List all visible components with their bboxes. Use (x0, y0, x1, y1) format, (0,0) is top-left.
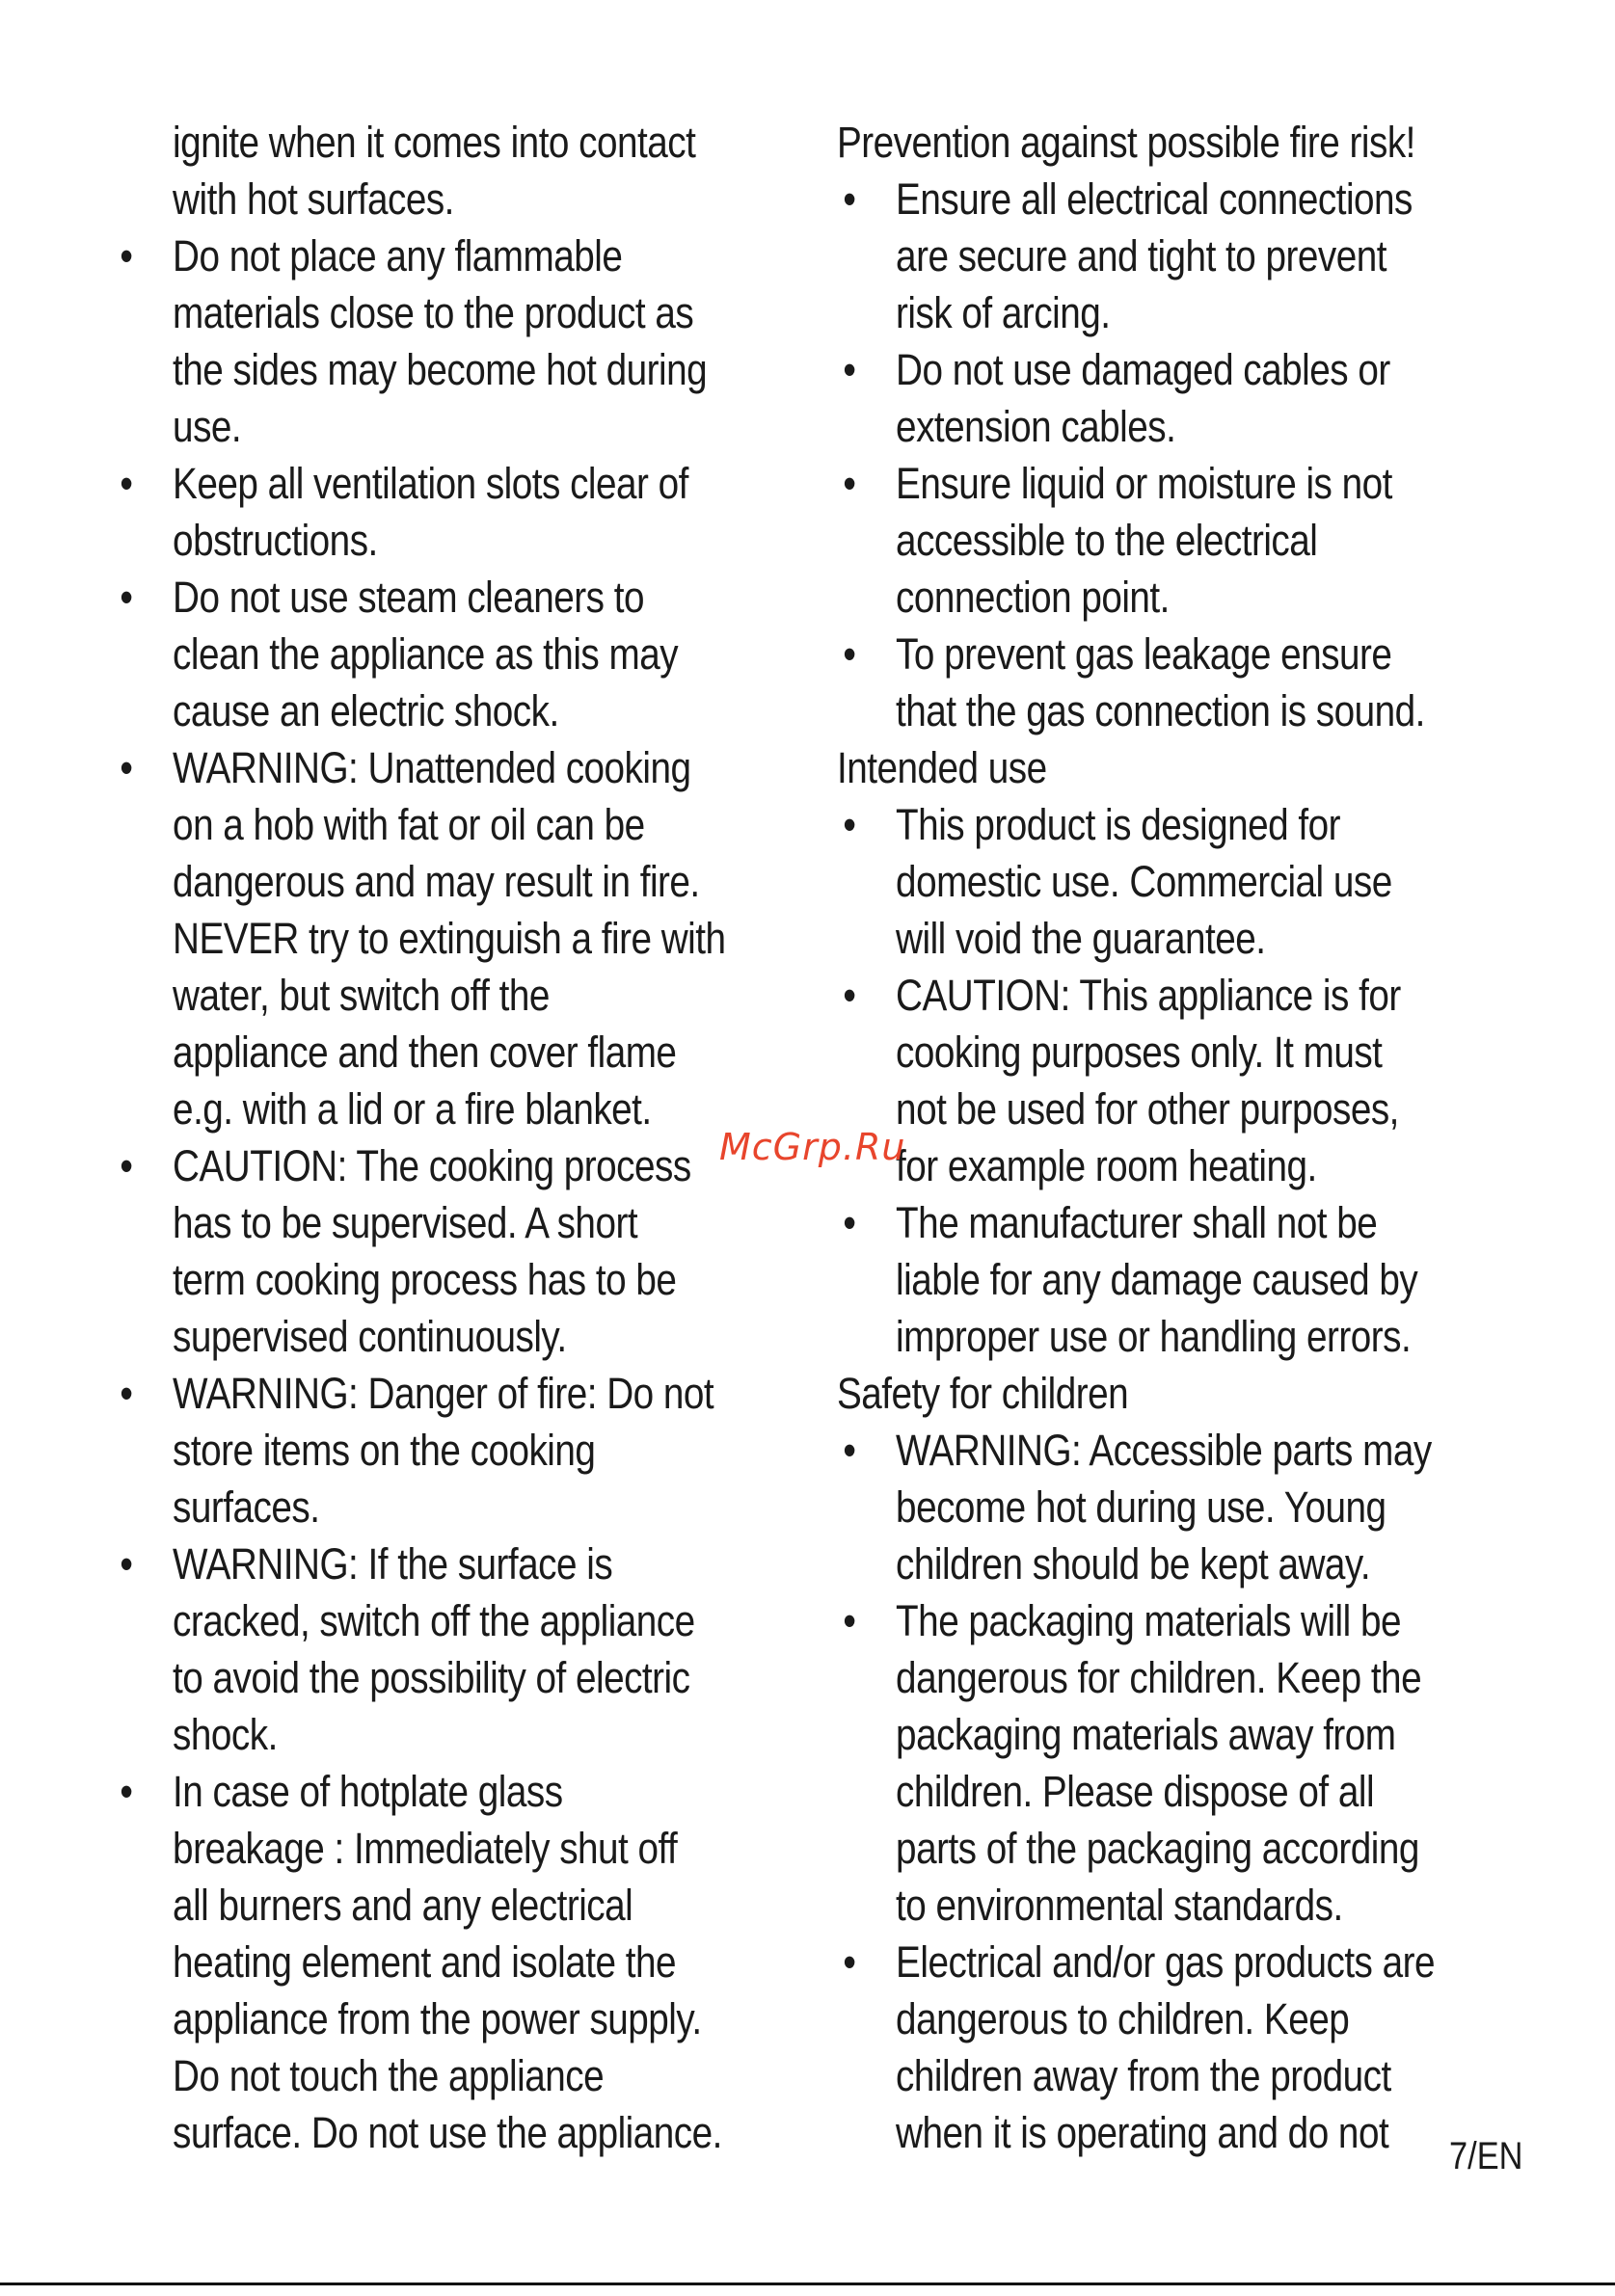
bullet-item (114, 455, 711, 569)
text-line: CAUTION: This appliance is for (896, 971, 1401, 1020)
text-line: surface. Do not use the appliance. (173, 2108, 722, 2157)
text-line: store items on the cooking (173, 1426, 596, 1475)
text-line: Ensure liquid or moisture is not (896, 459, 1392, 508)
bullet-icon: • (843, 1198, 856, 1247)
text-line: with hot surfaces. (173, 174, 454, 224)
text-line: parts of the packaging according (896, 1824, 1419, 1873)
text-line: children should be kept away. (896, 1539, 1371, 1589)
continuation-text (114, 114, 711, 227)
bullet-icon: • (120, 231, 133, 280)
text-line: water, but switch off the (173, 971, 550, 1020)
bullet-item (837, 626, 1434, 739)
text-line: when it is operating and do not (896, 2108, 1389, 2157)
bullet-icon: • (843, 1937, 856, 1987)
text-line: will void the guarantee. (896, 914, 1266, 963)
text-line: extension cables. (896, 402, 1176, 451)
text-line: to avoid the possibility of electric (173, 1653, 690, 1702)
bullet-icon: • (843, 800, 856, 849)
text-line: breakage : Immediately shut off (173, 1824, 678, 1873)
text-line: obstructions. (173, 516, 378, 565)
text-line: the sides may become hot during (173, 345, 708, 394)
text-line: materials close to the product as (173, 288, 694, 337)
text-line: on a hob with fat or oil can be (173, 800, 645, 849)
text-line: improper use or handling errors. (896, 1312, 1412, 1361)
text-line: CAUTION: The cooking process (173, 1141, 691, 1190)
text-line: e.g. with a lid or a fire blanket. (173, 1084, 652, 1134)
right-column (837, 114, 1531, 2161)
fire-risk-bullet-list (837, 171, 1434, 739)
bullet-icon: • (843, 971, 856, 1020)
text-line: become hot during use. Young (896, 1482, 1386, 1532)
bullet-icon: • (843, 1596, 856, 1645)
text-line: accessible to the electrical (896, 516, 1318, 565)
text-line: appliance from the power supply. (173, 1994, 702, 2043)
bullet-item (114, 1365, 714, 1535)
bullet-icon: • (120, 743, 133, 792)
bullet-icon: • (843, 629, 856, 679)
text-line: packaging materials away from (896, 1710, 1396, 1759)
text-line: Electrical and/or gas products are (896, 1937, 1436, 1987)
text-line: WARNING: Danger of fire: Do not (173, 1369, 714, 1418)
bullet-icon: • (120, 573, 133, 622)
bullet-icon: • (843, 345, 856, 394)
text-line: In case of hotplate glass (173, 1767, 563, 1816)
bullet-item (837, 1422, 1434, 1592)
bullet-icon: • (120, 1141, 133, 1190)
text-line: children. Please dispose of all (896, 1767, 1375, 1816)
bullet-item (837, 967, 1434, 1194)
text-line: has to be supervised. A short (173, 1198, 638, 1247)
bullet-item (114, 1535, 711, 1763)
text-line: all burners and any electrical (173, 1881, 633, 1930)
bullet-icon: • (843, 1426, 856, 1475)
text-line: to environmental standards. (896, 1881, 1343, 1930)
text-line: shock. (173, 1710, 278, 1759)
text-line: dangerous to children. Keep (896, 1994, 1350, 2043)
text-line: The packaging materials will be (896, 1596, 1401, 1645)
text-line: cracked, switch off the appliance (173, 1596, 695, 1645)
text-line: Do not use damaged cables or (896, 345, 1390, 394)
bullet-icon: • (843, 174, 856, 224)
children-safety-bullet-list (837, 1422, 1434, 2161)
text-line: Do not touch the appliance (173, 2051, 605, 2100)
text-line: Do not place any flammable (173, 231, 623, 280)
bottom-rule (0, 2283, 1615, 2285)
text-line: surfaces. (173, 1482, 320, 1532)
bullet-item (114, 1137, 711, 1365)
text-line: cooking purposes only. It must (896, 1028, 1383, 1077)
text-line: heating element and isolate the (173, 1937, 676, 1987)
text-line: The manufacturer shall not be (896, 1198, 1378, 1247)
text-line: connection point. (896, 573, 1170, 622)
text-line: WARNING: Unattended cooking (173, 743, 691, 792)
text-line: for example room heating. (896, 1141, 1317, 1190)
bullet-item (114, 227, 711, 455)
text-line: Keep all ventilation slots clear of (173, 459, 688, 508)
text-line: domestic use. Commercial use (896, 857, 1392, 906)
left-column (114, 114, 808, 2161)
text-line: clean the appliance as this may (173, 629, 679, 679)
text-line: WARNING: If the surface is (173, 1539, 613, 1589)
text-line: This product is designed for (896, 800, 1341, 849)
text-line: cause an electric shock. (173, 686, 559, 735)
bullet-icon: • (843, 459, 856, 508)
bullet-item (837, 171, 1434, 341)
text-line: use. (173, 402, 242, 451)
safety-bullet-list (114, 227, 726, 2161)
text-line: NEVER try to extinguish a fire with (173, 914, 726, 963)
bullet-icon: • (120, 1369, 133, 1418)
bullet-item (114, 569, 711, 739)
text-line: liable for any damage caused by (896, 1255, 1418, 1304)
bullet-item (114, 739, 726, 1137)
page-number: 7/EN (1449, 2135, 1523, 2177)
bullet-item (837, 1934, 1434, 2161)
text-line: appliance and then cover flame (173, 1028, 677, 1077)
text-line: ignite when it comes into contact (173, 118, 696, 167)
bullet-icon: • (120, 459, 133, 508)
intended-use-heading: Intended use (837, 743, 1047, 792)
text-line: term cooking process has to be (173, 1255, 677, 1304)
text-line: risk of arcing. (896, 288, 1111, 337)
text-line: supervised continuously. (173, 1312, 567, 1361)
bullet-icon: • (120, 1539, 133, 1589)
text-line: children away from the product (896, 2051, 1391, 2100)
children-safety-heading: Safety for children (837, 1369, 1129, 1418)
bullet-item (837, 455, 1434, 626)
text-line: not be used for other purposes, (896, 1084, 1399, 1134)
bullet-item (114, 1763, 722, 2161)
text-line: Do not use steam cleaners to (173, 573, 644, 622)
text-line: are secure and tight to prevent (896, 231, 1386, 280)
intended-use-bullet-list (837, 796, 1434, 1365)
bullet-item (837, 1194, 1434, 1365)
bullet-item (837, 796, 1434, 967)
text-line: that the gas connection is sound. (896, 686, 1425, 735)
text-line: dangerous for children. Keep the (896, 1653, 1422, 1702)
text-line: WARNING: Accessible parts may (896, 1426, 1432, 1475)
watermark: McGrp.Ru (719, 1126, 906, 1168)
bullet-icon: • (120, 1767, 133, 1816)
bullet-item (837, 341, 1434, 455)
fire-risk-intro: Prevention against possible fire risk! (837, 118, 1415, 167)
text-line: dangerous and may result in fire. (173, 857, 700, 906)
text-line: To prevent gas leakage ensure (896, 629, 1392, 679)
text-line: Ensure all electrical connections (896, 174, 1413, 224)
bullet-item (837, 1592, 1434, 1934)
